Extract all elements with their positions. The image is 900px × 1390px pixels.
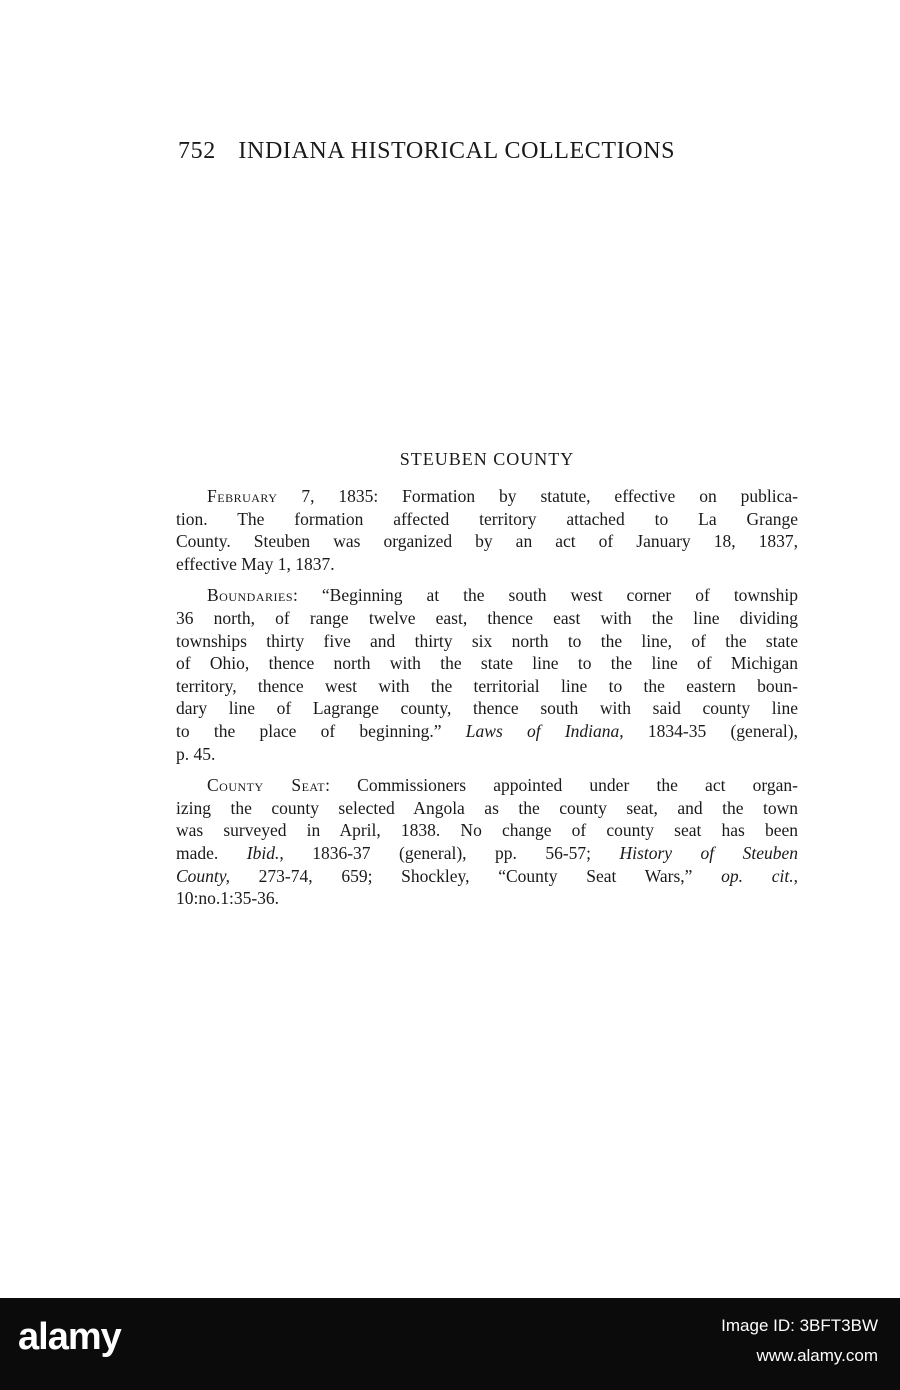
text-line [176,887,798,910]
text-line [176,720,798,743]
entry-heading: County Seat [207,775,326,796]
page-number: 752 [178,138,216,164]
text-run: : Commissioners appointed under the act organ- [325,775,798,796]
running-title: INDIANA HISTORICAL COLLECTIONS [238,138,676,164]
text-line [176,607,798,630]
text-line [176,797,798,820]
alamy-logo: alamy [18,1316,121,1358]
running-head [178,138,675,165]
text-run: izing the county selected Angola as the county seat, and the town [176,797,798,818]
text-line [176,652,798,675]
citation-italic: County, [176,865,230,886]
text-run: 1834-35 (general), [623,720,798,741]
citation-italic: op. cit., [721,865,798,886]
text-line [176,774,798,797]
watermark-footer-bar [0,1298,900,1390]
text-run: 1836-37 (general), pp. 56-57; [283,842,620,863]
text-run: tion. The formation affected territory attached to La Grange [176,508,798,529]
entry-heading: Boundaries [207,585,294,606]
text-run: County. Steuben was organized by an act of January 18, 1837, [176,531,798,552]
text-run: : “Beginning at the south west corner of township [293,585,798,606]
text-line [176,553,798,576]
text-line [176,743,798,766]
text-line [176,630,798,653]
text-run: made. [176,842,247,863]
text-run: 273-74, 659; Shockley, “County Seat Wars,” [229,865,722,886]
text-line [176,485,798,508]
text-run: p. 45. [176,743,216,764]
text-line [176,508,798,531]
text-run: 10:no.1:35-36. [176,888,280,909]
text-line [176,842,798,865]
text-run: dary line of Lagrange county, thence south with said county line [176,698,798,719]
text-line [176,675,798,698]
text-line [176,530,798,553]
citation-italic: Ibid., [246,842,284,863]
text-run: was surveyed in April, 1838. No change of county seat has been [176,820,798,841]
section-title: STEUBEN COUNTY [399,449,575,469]
citation-italic: Laws of Indiana, [465,720,624,741]
text-line [176,584,798,607]
text-run: to the place of beginning.” [176,720,466,741]
text-line [176,865,798,888]
boundaries-entry [176,584,798,765]
county-seat-entry [176,774,798,910]
text-run: townships thirty five and thirty six north to the line, of the state [176,630,798,651]
citation-italic: History of Steuben [619,842,798,863]
text-run: of Ohio, thence north with the state line to the line of Michigan [176,653,798,674]
entries [176,485,798,919]
text-run: 7, 1835: Formation by statute, effective on publica- [277,486,798,506]
text-line [176,697,798,720]
entry-heading: February [207,486,278,506]
site-url: www.alamy.com [756,1346,878,1365]
text-run: territory, thence west with the territorial line to the eastern boun- [176,675,798,696]
text-run: 36 north, of range twelve east, thence east with the line dividing [176,607,798,628]
text-run: effective May 1, 1837. [176,553,335,574]
formation-entry [176,485,798,575]
text-line [176,819,798,842]
image-id-label: Image ID: 3BFT3BW [721,1316,878,1335]
